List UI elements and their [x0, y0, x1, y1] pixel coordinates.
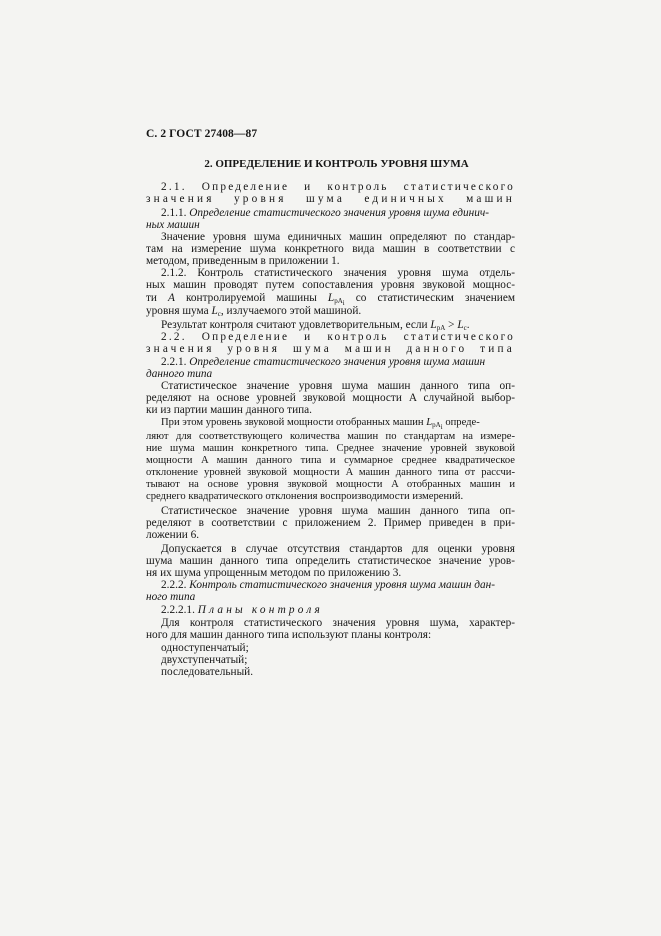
paragraph-line: ного для машин данного типа используют планы контроля:: [146, 629, 432, 641]
paragraph-line: ных машин проводят путем сопоставления уровня звуковой мощнос-: [146, 279, 515, 291]
text-fragment: При этом уровень звуковой мощности отобранных машин: [161, 417, 427, 428]
clause-number: 2.2.2.: [161, 579, 190, 591]
paragraph-line: Для контроля статистического значения уровня шума, характер-: [161, 617, 515, 629]
clause-title-cont: ного типа: [146, 591, 196, 603]
paragraph-line: ределяют на основе уровней звуковой мощности A случайной выбор-: [146, 392, 515, 404]
clause-title-cont: ных машин: [146, 219, 200, 231]
clause-title: Контроль статистического значения уровня шума машин дан-: [189, 579, 495, 591]
paragraph-line: ределяют в соответствии с приложением 2. Пример приведен в при-: [146, 517, 515, 529]
section-title: 2. ОПРЕДЕЛЕНИЕ И КОНТРОЛЬ УРОВНЯ ШУМА: [204, 158, 469, 170]
symbol-l: L: [457, 319, 464, 331]
subscript-i: i: [440, 423, 443, 431]
operator: >: [445, 319, 458, 331]
subscript-pa: pA: [334, 297, 343, 305]
symbol-l: L: [426, 417, 433, 428]
paragraph-line-formula: [146, 292, 515, 305]
subsection-heading-line-1: 2.2. Определение и контроль статистического: [161, 331, 515, 343]
clause-title: Определение статистического значения уровня шума единич-: [189, 207, 490, 219]
text-fragment: ти: [146, 292, 157, 304]
subscript-pa: pA: [432, 421, 441, 429]
text-fragment: уровня шума: [146, 305, 212, 317]
paragraph-line: Статистическое значение уровня шума машин данного типа оп-: [161, 505, 515, 517]
subscript-c: c: [217, 310, 221, 318]
list-item: одноступенчатый;: [161, 642, 249, 654]
clause-number: 2.1.1.: [161, 207, 190, 219]
paragraph-line: методом, приведенным в приложении 1.: [146, 255, 340, 267]
paragraph-line-formula: [146, 305, 515, 318]
paragraph-line: ня их шума упрощенным методом по приложению 3.: [146, 567, 402, 579]
paragraph-line: там на измерение шума конкретного вида машин в соответствии с: [146, 243, 515, 255]
symbol-l: L: [430, 319, 437, 331]
paragraph-line-formula: [161, 417, 515, 430]
text-fragment: Результат контроля считают удовлетворительным, если: [161, 319, 431, 331]
text-fragment: со статистическим значением: [355, 292, 516, 304]
paragraph-line: Допускается в случае отсутствия стандартов для оценки уровня: [161, 543, 515, 555]
text-fragment: .: [466, 319, 470, 331]
paragraph-line: мощности A машин данного типа и суммарное среднее квадратическое: [146, 455, 515, 466]
subsection-heading-line-2: значения уровня шума единичных машин: [146, 193, 515, 205]
subsection-heading-line-1: 2.1. Определение и контроль статистического: [161, 181, 515, 193]
text-fragment: контролируемой машины: [185, 292, 317, 304]
clause-number: 2.2.2.1.: [161, 604, 198, 616]
paragraph-line: Статистическое значение уровня шума машин данного типа оп-: [161, 380, 515, 392]
symbol-l: L: [211, 305, 218, 317]
list-item: последовательный.: [161, 666, 254, 678]
paragraph-line: ки из партии машин данного типа.: [146, 404, 312, 416]
symbol-a: A: [168, 292, 175, 304]
paragraph-line: ляют для соответствующего количества машин по стандартам на измере-: [146, 431, 515, 442]
paragraph-line: ложении 6.: [146, 529, 200, 541]
page-header: С. 2 ГОСТ 27408—87: [146, 128, 258, 140]
subsection-heading-line-2: значения уровня шума машин данного типа: [146, 343, 515, 355]
symbol-lpai: [327, 292, 345, 307]
subscript-i: i: [342, 299, 345, 307]
clause-number: 2.2.1.: [161, 356, 190, 368]
clause-title: Определение статистического значения уровня шума машин: [189, 356, 486, 368]
list-item: двухступенчатый;: [161, 654, 248, 666]
paragraph-line: отклонение уровней звуковой мощности A машин данного типа σт рассчи-: [146, 467, 515, 478]
paragraph-line: 2.1.2. Контроль статистического значения уровня шума отдель-: [161, 267, 515, 279]
clause-title: Планы контроля: [197, 604, 323, 616]
symbol-l: L: [327, 292, 335, 304]
paragraph-line: тывают на основе уровня звуковой мощности A отобранных машин и: [146, 479, 515, 490]
text-fragment: опреде-: [442, 417, 480, 428]
subscript-pa: pA: [436, 324, 446, 332]
paragraph-line: среднего квадратического отклонения воспроизводимости измерений.: [146, 491, 464, 502]
clause-2-2-2-1: [161, 604, 515, 617]
subscript-c: c: [463, 324, 467, 332]
clause-title-cont: данного типа: [146, 368, 213, 380]
paragraph-line: шума машин данного типа определить статистическое значение уров-: [146, 555, 515, 567]
paragraph-line: ние шума машин конкретного типа. Среднее значение уровней звуковой: [146, 443, 515, 454]
text-fragment: , излучаемого этой машиной.: [220, 305, 362, 317]
paragraph-line: Значение уровня шума единичных машин определяют по стандар-: [161, 231, 515, 243]
